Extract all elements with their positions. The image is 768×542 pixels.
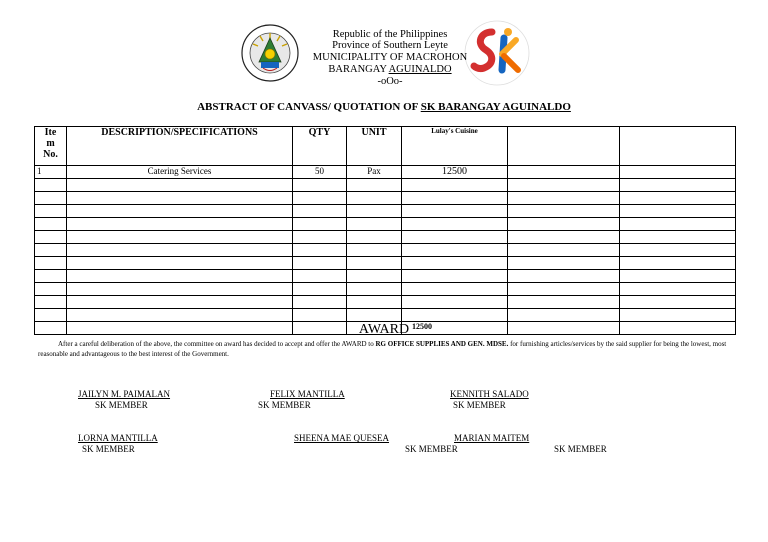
cell-total-supplier-1: 12500 bbox=[402, 322, 508, 335]
signatory-role: SK MEMBER bbox=[554, 444, 607, 454]
table-row bbox=[35, 205, 736, 218]
cell-item: 1 bbox=[35, 166, 67, 179]
table-row bbox=[35, 309, 736, 322]
signatory-name: FELIX MANTILLA bbox=[270, 389, 345, 399]
signatory-name: SHEENA MAE QUESEA bbox=[294, 433, 390, 443]
signatory-role: SK MEMBER bbox=[405, 444, 458, 454]
cell-supplier-2 bbox=[508, 166, 620, 179]
barangay-name: AGUINALDO bbox=[388, 64, 452, 75]
col-header-supplier-1: Lulay's Cuisine bbox=[402, 127, 508, 166]
table-row bbox=[35, 296, 736, 309]
signatory-role: SK MEMBER bbox=[258, 400, 311, 410]
col-header-qty: QTY bbox=[293, 127, 347, 166]
signatory-name: LORNA MANTILLA bbox=[78, 433, 158, 443]
cell-description: Catering Services bbox=[67, 166, 293, 179]
col-header-supplier-2 bbox=[508, 127, 620, 166]
col-header-unit: UNIT bbox=[347, 127, 402, 166]
table-header-row bbox=[35, 127, 736, 166]
award-text-after: for furnishing articles/services by the said supplier for being the lowest, most reasonable and advantageous to the best interest of the Government. bbox=[38, 340, 727, 358]
signatory-name: KENNITH SALADO bbox=[450, 389, 529, 399]
table-row bbox=[35, 244, 736, 257]
barangay-prefix: BARANGAY bbox=[328, 64, 389, 75]
table-row bbox=[35, 192, 736, 205]
col-header-supplier-3 bbox=[620, 127, 736, 166]
header-line-barangay bbox=[290, 64, 490, 76]
cell-supplier-1: 12500 bbox=[402, 166, 508, 179]
table-row bbox=[35, 283, 736, 296]
header-line-province: Province of Southern Leyte bbox=[332, 40, 448, 51]
table-row bbox=[35, 218, 736, 231]
table-row bbox=[35, 270, 736, 283]
header-divider-text: -oOo- bbox=[377, 76, 403, 87]
table-row bbox=[35, 166, 736, 179]
col-header-description: DESCRIPTION/SPECIFICATIONS bbox=[67, 127, 293, 166]
cell-supplier-3 bbox=[620, 166, 736, 179]
document-title bbox=[0, 101, 768, 113]
signatory-name: JAILYN M. PAIMALAN bbox=[78, 389, 171, 399]
awardee-name: RG OFFICE SUPPLIES AND GEN. MDSE. bbox=[375, 340, 509, 348]
signatory-role: SK MEMBER bbox=[453, 400, 506, 410]
signatory-name: MARIAN MAITEM bbox=[454, 433, 530, 443]
signatory-role: SK MEMBER bbox=[95, 400, 148, 410]
col-header-item: Ite m No. bbox=[35, 127, 67, 166]
header-line-municipality: MUNICIPALITY OF MACROHON bbox=[312, 52, 468, 63]
header-line-republic: Republic of the Philippines bbox=[332, 29, 448, 40]
table-row bbox=[35, 231, 736, 244]
title-prefix: ABSTRACT OF CANVASS/ QUOTATION OF bbox=[197, 101, 421, 113]
cell-unit: Pax bbox=[347, 166, 402, 179]
table-row bbox=[35, 257, 736, 270]
signatory-role: SK MEMBER bbox=[82, 444, 135, 454]
award-heading: AWARD bbox=[358, 322, 410, 337]
award-paragraph bbox=[38, 339, 738, 359]
table-row bbox=[35, 179, 736, 192]
title-entity: SK BARANGAY AGUINALDO bbox=[420, 101, 571, 113]
award-text-before: After a careful deliberation of the above, the committee on award has decided to accept and offer the AWARD to bbox=[58, 340, 376, 348]
canvass-table bbox=[34, 126, 736, 335]
cell-qty: 50 bbox=[293, 166, 347, 179]
